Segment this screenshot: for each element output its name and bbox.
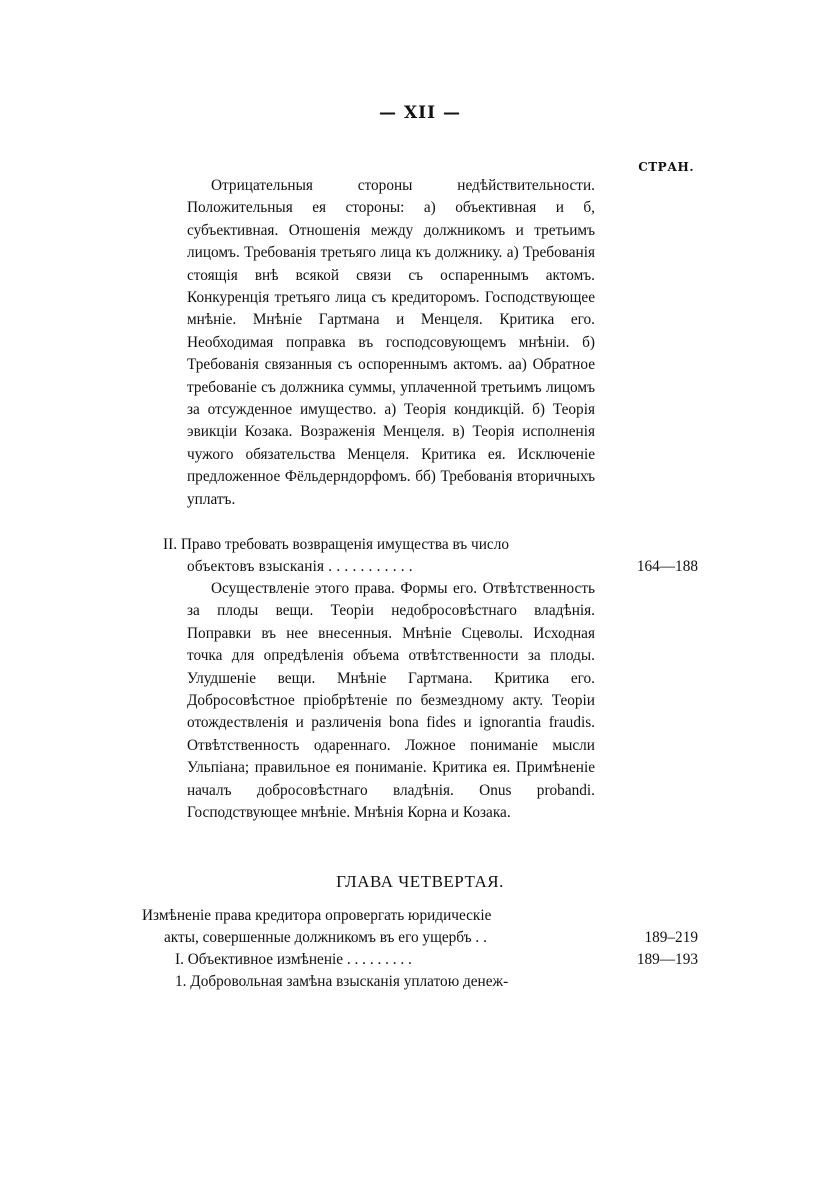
toc-item-ii — [163, 534, 698, 578]
chapter-title: ГЛАВА ЧЕТВЕРТАЯ. — [336, 872, 504, 891]
pages-column-label: СТРАН. — [638, 160, 694, 174]
content-paragraph-2: Осуществленіе этого права. Формы его. Отвѣтственность за плоды вещи. Теоріи недобросовѣстнаго владѣнія. Поправки въ нее внесенныя. Мнѣніе Сцеволы. Исходная точка для опредѣленія объема отвѣтственности за плоды. Улудшеніе вещи. Мнѣніе Гартмана. Критика его. Добросовѣстное пріобрѣтеніе по безмездному акту. Теоріи отождествленія и различенія bona fides и ignorantia fraudis. Отвѣтственность одареннаго. Ложное пониманіе мысли Ульпіана; правильное ея пониманіе. Критика ея. Примѣненіе началъ добросовѣстнаго владѣнія. Onus probandi. Господствующее мнѣніе. Мнѣнія Корна и Козака. — [187, 580, 595, 822]
toc-section-main-title-2: акты, совершенные должникомъ въ его ущербъ . . — [164, 929, 487, 946]
toc-section-i-title: I. Объективное измѣненіе . . . . . . . . . — [175, 951, 412, 968]
toc-item-ii-line-1 — [163, 534, 698, 556]
toc-section-1-title: 1. Добровольная замѣна взысканія уплатою денеж- — [175, 973, 509, 990]
toc-item-ii-pages: 164—188 — [636, 558, 698, 575]
toc-section-i-line — [142, 949, 698, 971]
toc-item-ii-line-2 — [163, 556, 698, 578]
toc-section-main-title-1: Измѣненіе права кредитора опровергать юридическіе — [142, 907, 492, 924]
toc-item-ii-title-1: II. Право требовать возвращенія имущества въ число — [163, 536, 509, 553]
toc-section-i-pages: 189—193 — [636, 951, 698, 968]
toc-section-1-line — [142, 971, 698, 993]
toc-section-1 — [142, 971, 698, 993]
page-number-header: — XII — — [379, 103, 461, 123]
toc-section-main-line-2 — [142, 927, 698, 949]
toc-section-main-line-1 — [142, 905, 698, 927]
content-paragraph-1: Отрицательныя стороны недѣйствительности. Положительныя ея стороны: а) объективная и б, субъективная. Отношенія между должникомъ и третьимъ лицомъ. Требованія третьяго лица къ должнику. а) Требованія стоящія внѣ всякой связи съ оспареннымъ актомъ. Конкуренція третьяго лица съ кредиторомъ. Господствующее мнѣніе. Мнѣніе Гартмана и Менцеля. Критика его. Необходимая поправка въ господсовующемъ мнѣніи. б) Требованія связанныя съ оспореннымъ актомъ. аа) Обратное требованіе съ должника суммы, уплаченной третьимъ лицомъ за отсужденное имущество. а) Теорія кондикцій. б) Теорія эвикціи Козака. Возраженія Менцеля. в) Теорія исполненія чужого обязательства Менцеля. Критика ея. Исключеніе предложенное Фёльдерндорфомъ. бб) Требованія вторичныхъ уплатъ. — [187, 177, 595, 508]
toc-item-ii-title-2: объектовъ взысканія . . . . . . . . . . . — [187, 558, 413, 575]
toc-section-main — [142, 905, 698, 949]
toc-section-main-pages: 189–219 — [644, 929, 698, 946]
toc-section-i — [142, 949, 698, 971]
